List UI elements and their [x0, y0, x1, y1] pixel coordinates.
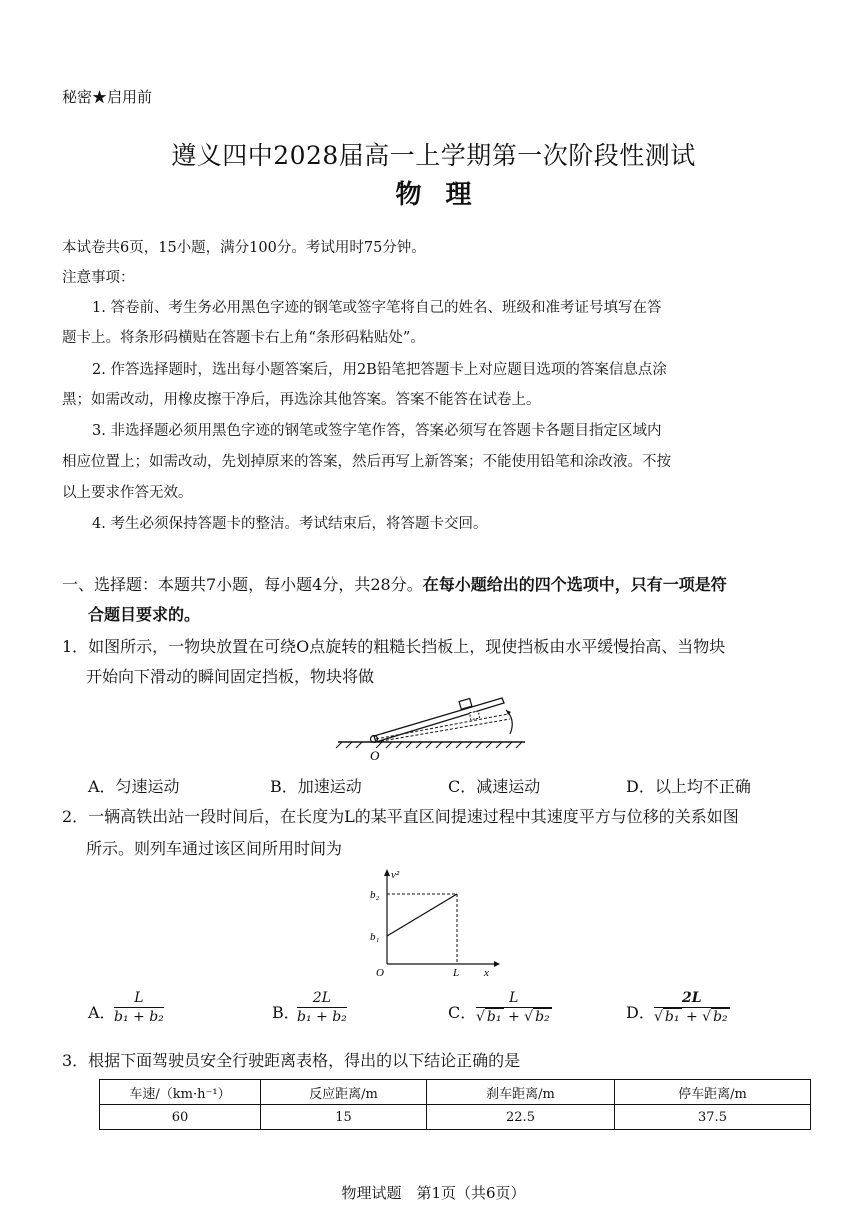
table-cell: 60 — [100, 1105, 261, 1130]
table-cell: 22.5 — [427, 1105, 615, 1130]
graph-line — [387, 894, 457, 936]
q3-line-1: 3．根据下面驾驶员安全行驶距离表格，得出的以下结论正确的是 — [62, 1051, 521, 1070]
exam-title: 遵义四中2028届高一上学期第一次阶段性测试 — [171, 141, 696, 170]
q1-option-b[interactable]: B．加速运动 — [270, 777, 362, 796]
q2-graph — [360, 864, 500, 980]
q2-option-b-label[interactable]: B． — [272, 1003, 300, 1022]
q2-d-numerator: 2L — [654, 990, 730, 1008]
x-axis-label: x — [484, 967, 489, 979]
section-1-prefix: 一、选择题：本题共7小题，每小题4分，共28分。 — [62, 575, 423, 594]
q1-line-1: 1．如图所示，一物块放置在可绕O点旋转的粗糙长挡板上，现使挡板由水平缓慢抬高、当物块 — [62, 637, 726, 656]
q1-incline-figure — [330, 690, 530, 770]
q1-line-2: 开始向下滑动的瞬间固定挡板，物块将做 — [86, 667, 375, 686]
note-1-line-2: 题卡上。将条形码横贴在答题卡右上角“条形码粘贴处”。 — [62, 330, 425, 346]
q2-option-b-fraction[interactable] — [297, 990, 347, 1025]
table-header-row — [100, 1080, 811, 1105]
q2-option-d-fraction[interactable] — [654, 990, 730, 1025]
table-cell: 37.5 — [615, 1105, 811, 1130]
note-1-line-1: 1. 答卷前、考生务必用黑色字迹的钢笔或签字笔将自己的姓名、班级和准考证号填写在答 — [92, 300, 662, 316]
q2-b-denominator: b₁ + b₂ — [297, 1009, 347, 1025]
pivot-label-o: O — [370, 748, 380, 763]
q2-line-2: 所示。则列车通过该区间所用时间为 — [86, 839, 343, 858]
q2-c-denominator: √ b₁ + √ b₂ — [476, 1009, 550, 1025]
q2-a-denominator: b₁ + b₂ — [114, 1009, 164, 1025]
b2-label: b₂ — [370, 889, 380, 901]
q2-c-numerator: L — [476, 990, 552, 1008]
table-header-cell: 停车距离/m — [615, 1080, 811, 1105]
section-1-line-2: 合题目要求的。 — [88, 605, 201, 624]
q3-distance-table — [99, 1079, 811, 1130]
q1-option-a[interactable]: A．匀速运动 — [88, 777, 180, 796]
table-header-cell: 刹车距离/m — [427, 1080, 615, 1105]
table-row — [100, 1105, 811, 1130]
board-previous-dashed — [376, 714, 508, 739]
notes-heading: 注意事项： — [62, 270, 135, 286]
table-header-cell: 车速/（km·h⁻¹） — [100, 1080, 261, 1105]
q1-option-d[interactable]: D．以上均不正确 — [626, 777, 751, 796]
note-4: 4. 考生必须保持答题卡的整洁。考试结束后，将答题卡交回。 — [92, 516, 488, 532]
section-1-bold: 在每小题给出的四个选项中，只有一项是符 — [422, 575, 727, 594]
block-dashed — [470, 711, 480, 719]
q2-option-c-label[interactable]: C． — [448, 1003, 477, 1022]
table-cell: 15 — [261, 1105, 427, 1130]
secret-label: 秘密★启用前 — [62, 88, 153, 106]
origin-label: O — [376, 967, 384, 979]
section-1-heading — [62, 572, 727, 595]
exam-intro: 本试卷共6页，15小题，满分100分。考试用时75分钟。 — [62, 240, 426, 256]
note-2-line-2: 黑；如需改动，用橡皮擦干净后，再选涂其他答案。答案不能答在试卷上。 — [62, 392, 541, 408]
q2-option-d-label[interactable]: D． — [626, 1003, 655, 1022]
note-3-line-3: 以上要求作答无效。 — [62, 485, 193, 501]
q2-b-numerator: 2L — [297, 990, 347, 1008]
ground-hatching — [336, 742, 522, 748]
q2-option-c-fraction[interactable] — [476, 990, 552, 1025]
table-header-cell: 反应距离/m — [261, 1080, 427, 1105]
note-3-line-1: 3. 非选择题必须用黑色字迹的钢笔或签字笔作答，答案必须写在答题卡各题目指定区域内 — [92, 423, 662, 439]
q2-d-denominator: √ b₁ + √ b₂ — [654, 1009, 728, 1025]
q2-line-1: 2．一辆高铁出站一段时间后，在长度为L的某平直区间提速过程中其速度平方与位移的关系如图 — [62, 807, 739, 826]
q1-option-c[interactable]: C．减速运动 — [448, 777, 541, 796]
page-footer: 物理试题 第1页（共6页） — [341, 1184, 526, 1202]
l-label: L — [453, 967, 460, 979]
b1-label: b₁ — [370, 931, 380, 943]
q2-option-a-fraction[interactable] — [114, 990, 164, 1025]
note-2-line-1: 2. 作答选择题时，选出每小题答案后，用2B铅笔把答题卡上对应题目选项的答案信息点涂 — [92, 362, 667, 378]
q2-option-a-label[interactable]: A． — [88, 1003, 116, 1022]
subject-title: 物理 — [395, 180, 496, 210]
note-3-line-2: 相应位置上；如需改动，先划掉原来的答案，然后再写上新答案；不能使用铅笔和涂改液。不按 — [62, 454, 671, 470]
q2-a-numerator: L — [114, 990, 164, 1008]
y-axis-label: v² — [391, 869, 400, 881]
